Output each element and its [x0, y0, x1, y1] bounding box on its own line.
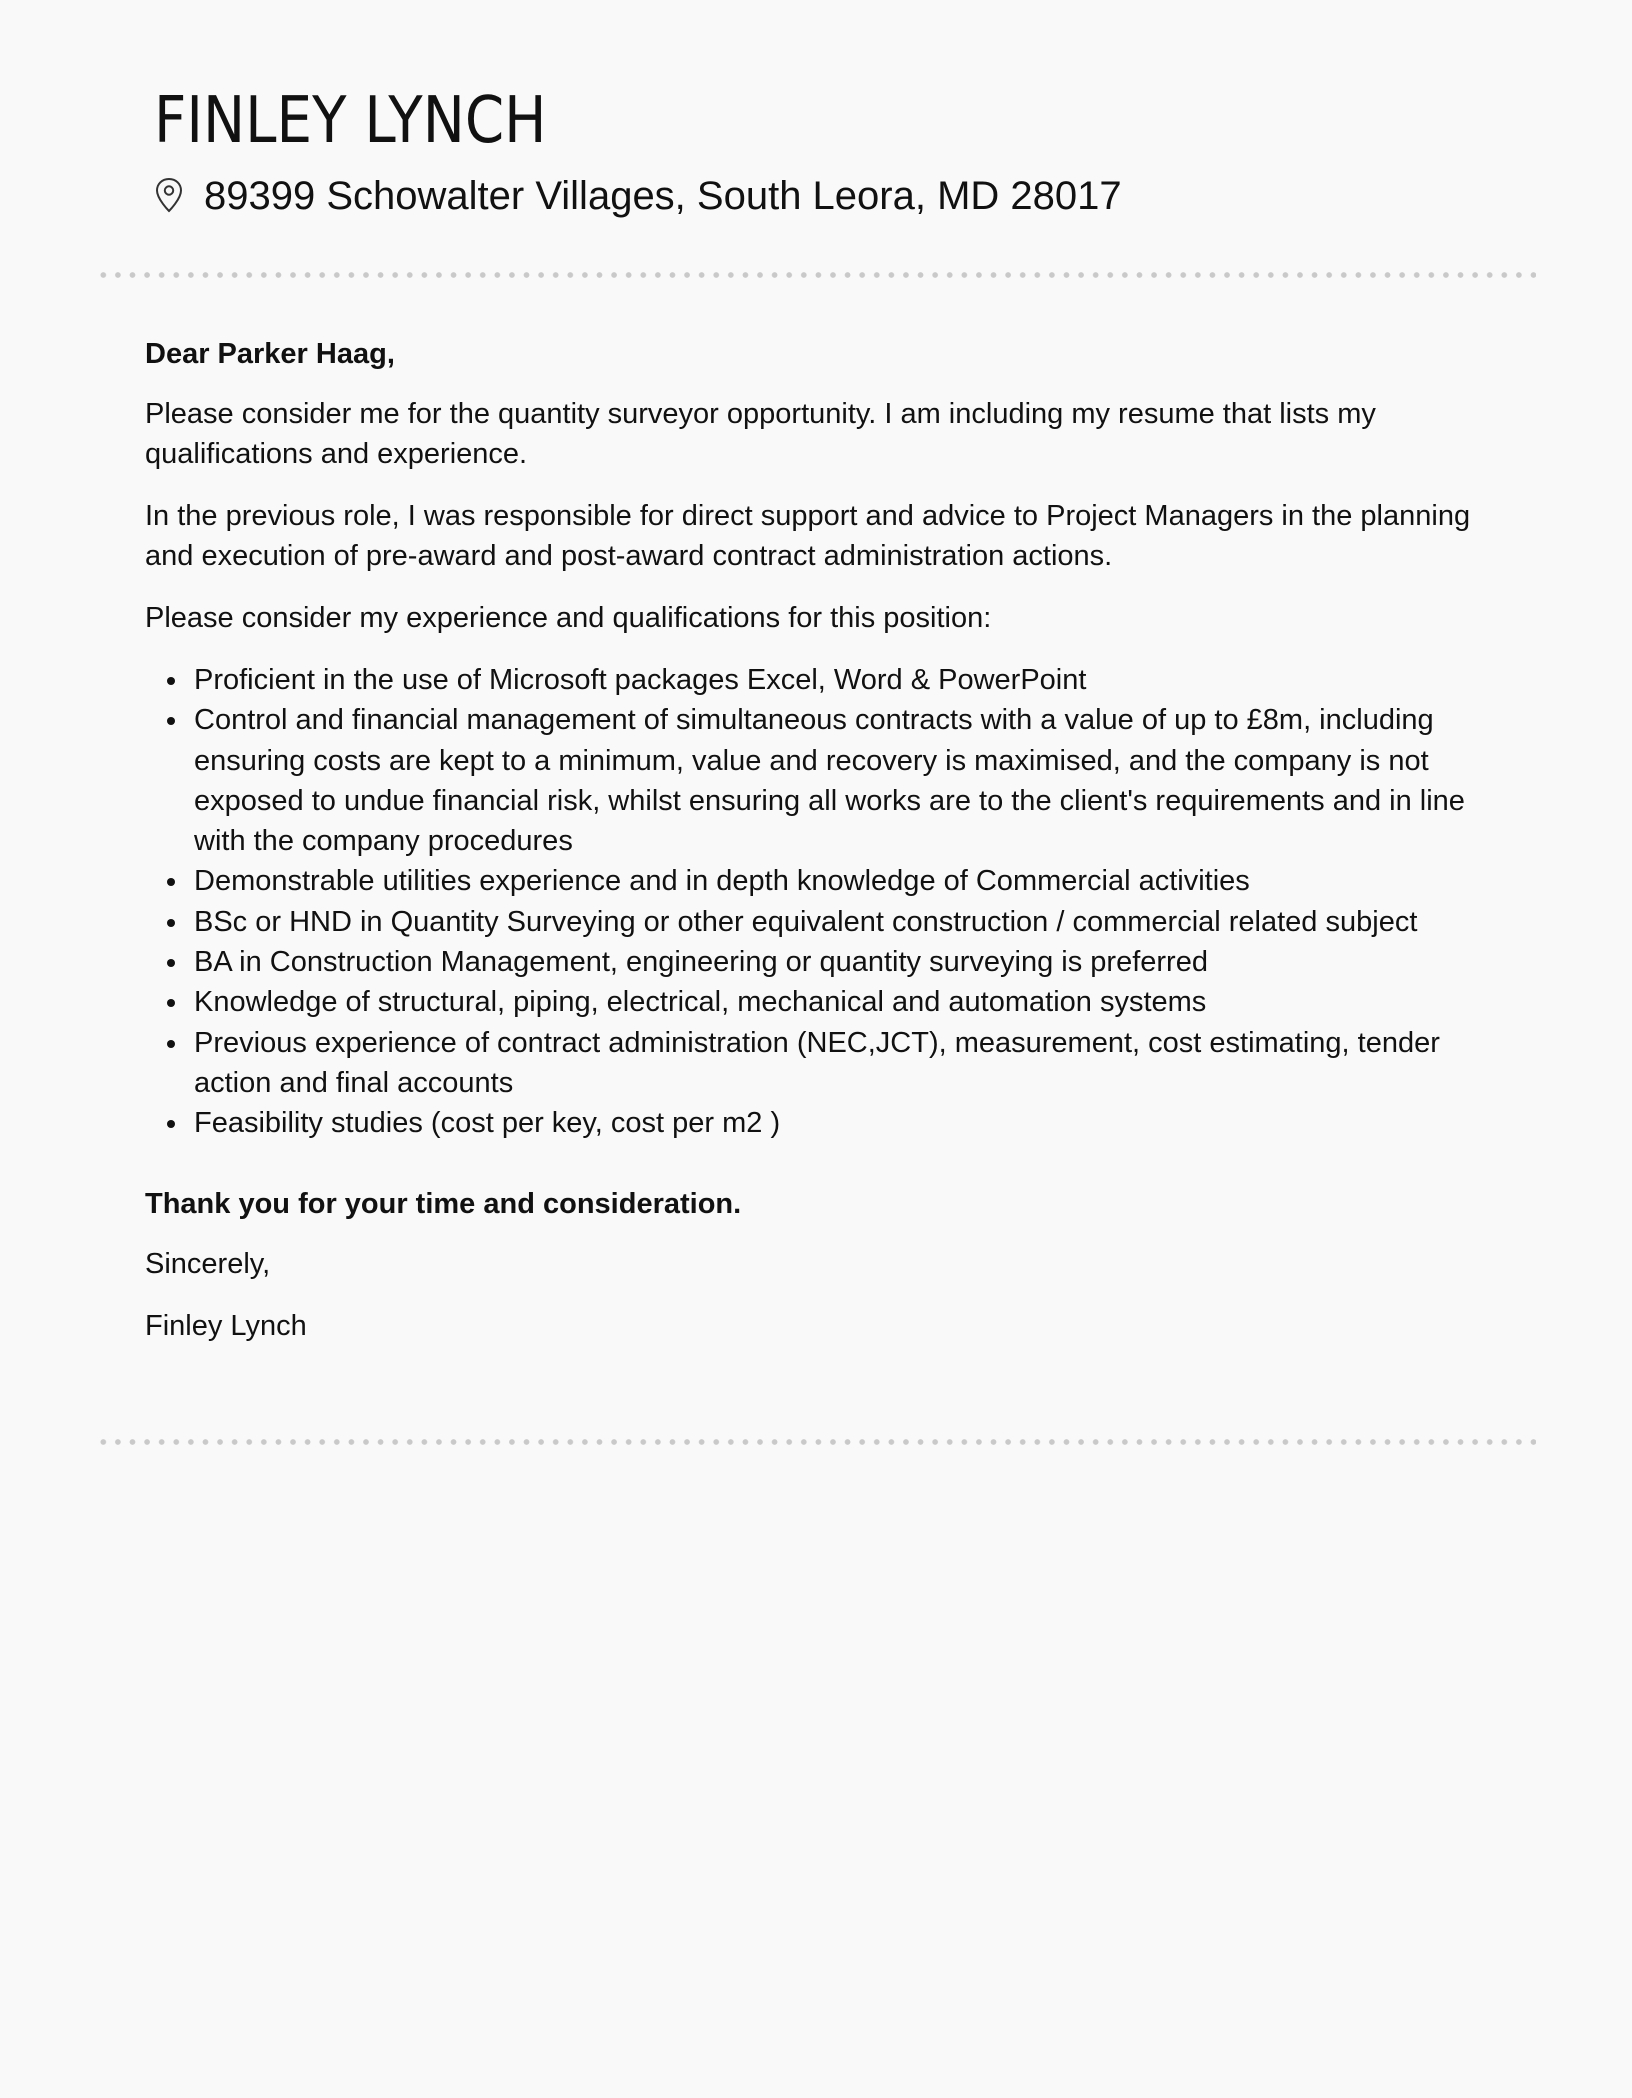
list-item: BSc or HND in Quantity Surveying or other equivalent construction / commercial related subject — [194, 902, 1475, 942]
list-item: Previous experience of contract administration (NEC,JCT), measurement, cost estimating, tender action and final accounts — [194, 1023, 1475, 1104]
address-row — [154, 168, 1534, 224]
salutation: Dear Parker Haag, — [145, 338, 395, 370]
signoff: Sincerely, — [145, 1247, 271, 1280]
list-item: BA in Construction Management, engineering or quantity surveying is preferred — [194, 942, 1475, 982]
applicant-name: FINLEY LYNCH — [154, 84, 547, 158]
dotted-divider-bottom — [96, 1439, 1536, 1445]
list-item: Knowledge of structural, piping, electrical, mechanical and automation systems — [194, 982, 1475, 1022]
list-item: Proficient in the use of Microsoft packages Excel, Word & PowerPoint — [194, 660, 1475, 700]
list-item: Demonstrable utilities experience and in depth knowledge of Commercial activities — [194, 861, 1475, 901]
list-item: Control and financial management of simultaneous contracts with a value of up to £8m, including ensuring costs are kept to a minimum, value and recovery is maximised, and the company is not exposed to undue financial risk, whilst ensuring all works are to the client's requirements and in line with the company procedures — [194, 700, 1475, 861]
applicant-address: 89399 Schowalter Villages, South Leora, MD 28017 — [204, 174, 1122, 218]
qualifications-lead-in: Please consider my experience and qualifications for this position: — [145, 602, 992, 634]
intro-paragraph: Please consider me for the quantity surveyor opportunity. I am including my resume that lists my qualifications and experience. — [145, 398, 1376, 470]
letter-body — [145, 334, 1475, 1368]
map-pin-icon — [154, 177, 184, 215]
signature-name: Finley Lynch — [145, 1309, 307, 1342]
dotted-divider-top — [96, 272, 1536, 278]
closing-line: Thank you for your time and consideration. — [145, 1187, 742, 1220]
list-item: Feasibility studies (cost per key, cost per m2 ) — [194, 1103, 1475, 1143]
experience-paragraph: In the previous role, I was responsible for direct support and advice to Project Managers in the planning and execution of pre-award and post-award contract administration actions. — [145, 500, 1471, 572]
letter-header — [154, 78, 1534, 224]
qualifications-list — [145, 660, 1475, 1144]
